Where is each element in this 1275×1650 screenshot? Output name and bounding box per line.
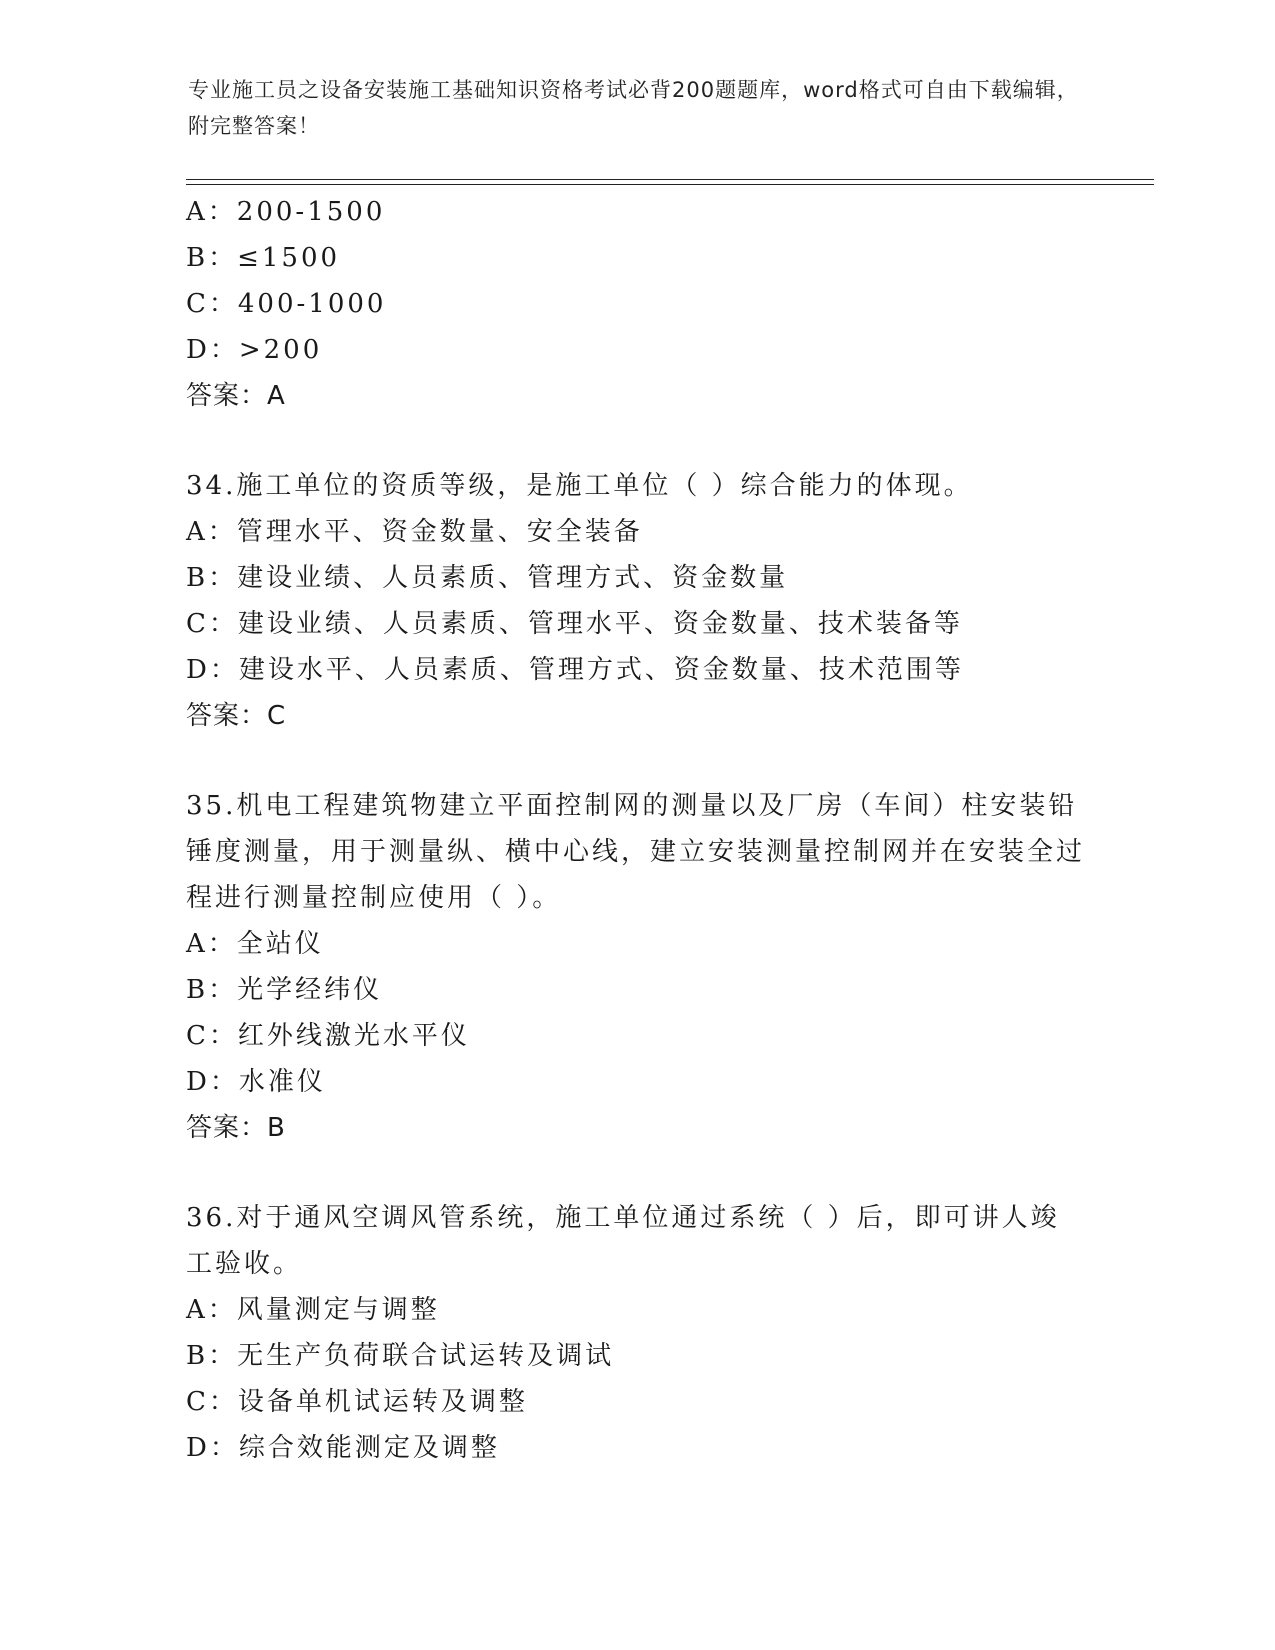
option-a: A：管理水平、资金数量、安全装备 [186,517,643,547]
option-c: C：设备单机试运转及调整 [186,1387,528,1417]
header-rule-bottom [186,184,1154,185]
option-b: B：无生产负荷联合试运转及调试 [186,1341,615,1371]
option-a: A：风量测定与调整 [186,1295,440,1325]
option-d: D：建设水平、人员素质、管理方式、资金数量、技术范围等 [186,655,964,685]
option-c: C：400-1000 [186,289,387,319]
question-35-block [186,783,1146,1151]
option-a: A：200-1500 [186,197,386,227]
option-b: B：光学经纬仪 [186,975,383,1005]
option-b: B：建设业绩、人员素质、管理方式、资金数量 [186,563,789,593]
option-d: D：>200 [186,335,323,365]
option-c: C：红外线激光水平仪 [186,1021,470,1051]
answer: 答案：C [186,701,287,731]
question-text: 36.对于通风空调风管系统，施工单位通过系统（ ）后，即可讲人竣工验收。 [186,1203,1060,1279]
answer: 答案：B [186,1113,286,1143]
question-text: 34.施工单位的资质等级，是施工单位（ ）综合能力的体现。 [186,471,973,501]
question-33-block [186,189,1146,419]
option-d: D：综合效能测定及调整 [186,1433,500,1463]
option-b: B：≤1500 [186,243,341,273]
spacer [186,1151,1146,1195]
header-rule-top [186,179,1154,180]
spacer [186,419,1146,463]
answer: 答案：A [186,381,286,411]
option-c: C：建设业绩、人员素质、管理水平、资金数量、技术装备等 [186,609,963,639]
question-36-block [186,1195,1146,1471]
option-a: A：全站仪 [186,929,324,959]
document-header: 专业施工员之设备安装施工基础知识资格考试必背200题题库，word格式可自由下载编辑，附完整答案！ [188,78,1079,138]
spacer [186,739,1146,783]
document-body [186,189,1146,1471]
option-d: D：水准仪 [186,1067,326,1097]
question-34-block [186,463,1146,739]
question-text: 35.机电工程建筑物建立平面控制网的测量以及厂房（车间）柱安装铅锤度测量，用于测量纵、横中心线，建立安装测量控制网并在安装全过程进行测量控制应使用（ ）。 [186,791,1086,913]
